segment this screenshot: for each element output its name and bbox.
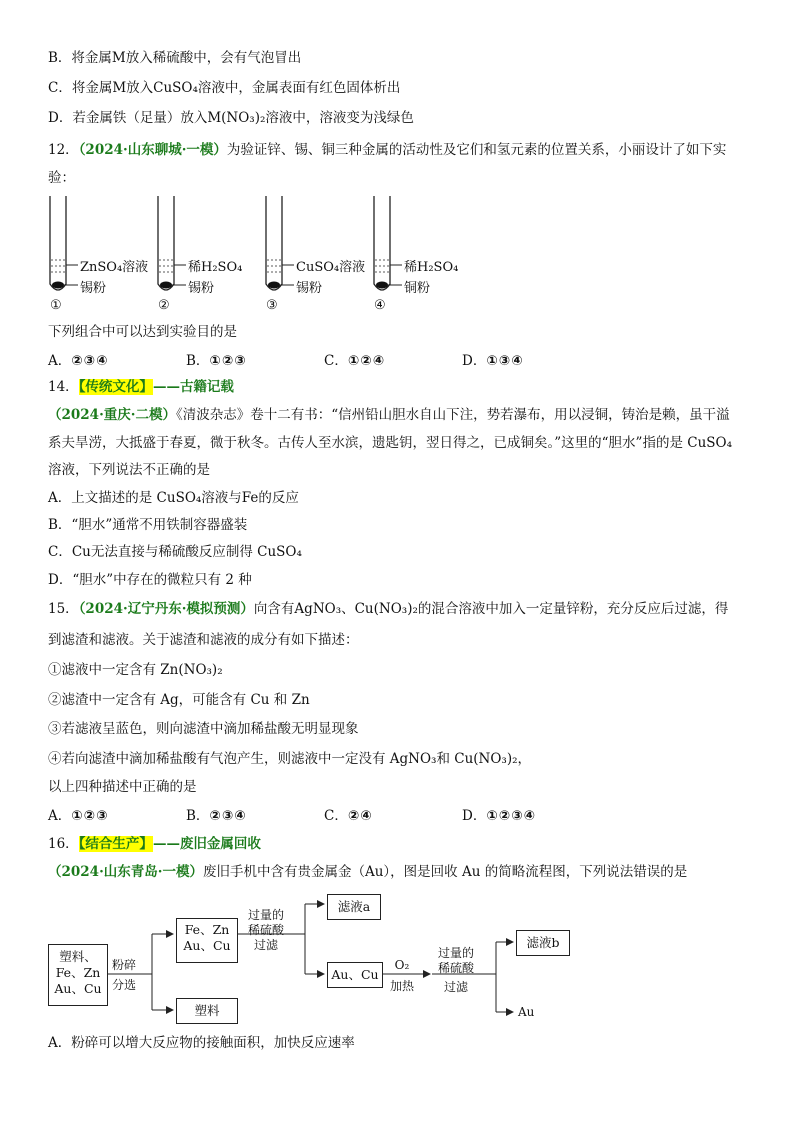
q14-stem-line2: 系夫旱涝，大抵盛于春夏，微于秋冬。古传人至水滨，遗匙钥，翌日得之，已成铜矣。”这里的“胆水”指的是 CuSO₄ [48,435,732,451]
tube-2-metal: 锡粉 [188,281,215,296]
q14-source: （2024·重庆·二模） [48,407,176,423]
tube-4-index: ④ [374,298,386,313]
q11-option-c: C．将金属M放入CuSO₄溶液中，金属表面有红色固体析出 [48,80,401,96]
q12-option-d: D．①③④ [462,353,524,369]
q15-option-a: A．①②③ [48,808,109,824]
q12-source: （2024·山东聊城·一模） [78,142,227,158]
q11-option-b: B．将金属M放入稀硫酸中，会有气泡冒出 [48,50,302,66]
q14-tag: 【传统文化】 [78,379,153,395]
flow-step4-label: 过量的 稀硫酸 过滤 [438,946,475,994]
tube-4 [374,196,402,290]
q14-option-a: A．上文描述的是 CuSO₄溶液与Fe的反应 [48,490,299,506]
q16-stem: （2024·山东青岛·一模）废旧手机中含有贵金属金（Au），图是回收 Au 的简略流程图，下列说法错误的是 [48,864,688,880]
q15-option-b: B．②③④ [186,808,247,824]
q16-topic: ——废旧金属回收 [152,836,261,852]
flow-step2-label: 过量的 稀硫酸 过滤 [248,908,285,952]
recycling-flowchart-arrows [0,880,794,1030]
q15-statement-1: ①滤液中一定含有 Zn(NO₃)₂ [48,662,223,678]
flow-product-au: Au [518,1005,535,1019]
q15-statement-4: ④若向滤渣中滴加稀盐酸有气泡产生，则滤液中一定没有 AgNO₃和 Cu(NO₃)₂， [48,751,532,767]
q14-header: 14．【传统文化】——古籍记载 [48,379,234,395]
q12-stem-line2: 验： [48,170,75,186]
q16-option-a: A．粉碎可以增大反应物的接触面积，加快反应速率 [48,1035,355,1051]
q14-stem-line1: （2024·重庆·二模）《清波杂志》卷十二有书：“信州铅山胆水自山下注，势若瀑布，用以浸铜，铸治是赖，虽干溢 [48,407,730,423]
flow-residue-box: Au、Cu [327,962,383,988]
q15-option-d: D．①②③④ [462,808,537,824]
q15-stem-line1: 15．（2024·辽宁丹东·模拟预测）向含有AgNO₃、Cu(NO₃)₂的混合溶液中加入一定量锌粉，充分反应后过滤，得 [48,601,729,617]
tube-1 [50,196,78,290]
tube-3-metal: 锡粉 [296,281,323,296]
tube-3 [266,196,294,290]
tube-3-solution: CuSO₄溶液 [296,260,366,275]
flow-step1-label: 粉碎 分选 [112,958,137,992]
flow-plastic-box: 塑料 [176,998,238,1024]
q12-number: 12． [48,142,79,158]
q15-option-c: C．②④ [324,808,373,824]
q12-stem-line1 [48,140,726,160]
tube-1-metal: 锡粉 [80,281,107,296]
q12-option-c: C．①②④ [324,353,386,369]
flow-start-box: 塑料、 Fe、Zn Au、Cu [48,944,108,1006]
flow-filtrate-a-box: 滤液a [327,894,381,920]
q14-option-b: B．“胆水”通常不用铁制容器盛装 [48,517,248,533]
q15-statement-2: ②滤渣中一定含有 Ag，可能含有 Cu 和 Zn [48,692,310,708]
q15-source: （2024·辽宁丹东·模拟预测） [78,601,254,617]
tube-2-solution: 稀H₂SO₄ [188,260,243,275]
tube-2-index: ② [158,298,170,313]
flow-step3-label: O₂ 加热 [390,958,415,993]
q15-stem-line2: 到滤渣和滤液。关于滤渣和滤液的成分有如下描述： [48,632,359,648]
q12-stem-text: 为验证锌、锡、铜三种金属的活动性及它们和氢元素的位置关系，小丽设计了如下实 [226,142,727,158]
q16-header: 16．【结合生产】——废旧金属回收 [48,836,261,852]
q14-option-d: D．“胆水”中存在的微粒只有 2 种 [48,572,252,588]
q15-statement-3: ③若滤液呈蓝色，则向滤渣中滴加稀盐酸无明显现象 [48,721,359,737]
flow-metals-box: Fe、Zn Au、Cu [176,918,238,963]
q12-question: 下列组合中可以达到实验目的是 [48,324,237,340]
q12-option-b: B．①②③ [186,353,247,369]
tube-2 [158,196,186,290]
q15-question: 以上四种描述中正确的是 [48,779,197,795]
q12-option-a: A．②③④ [48,353,109,369]
flow-filtrate-b-box: 滤液b [516,930,570,956]
tube-4-solution: 稀H₂SO₄ [404,260,459,275]
q16-source: （2024·山东青岛·一模） [48,864,203,880]
q14-stem-line3: 溶液，下列说法不正确的是 [48,462,210,478]
q14-option-c: C．Cu无法直接与稀硫酸反应制得 CuSO₄ [48,544,302,560]
tube-1-solution: ZnSO₄溶液 [80,260,149,275]
q16-tag: 【结合生产】 [78,836,153,852]
tube-1-index: ① [50,298,62,313]
tube-3-index: ③ [266,298,278,313]
q14-topic: ——古籍记载 [152,379,234,395]
tube-4-metal: 铜粉 [404,281,431,296]
q11-option-d: D．若金属铁（足量）放入M(NO₃)₂溶液中，溶液变为浅绿色 [48,110,414,126]
